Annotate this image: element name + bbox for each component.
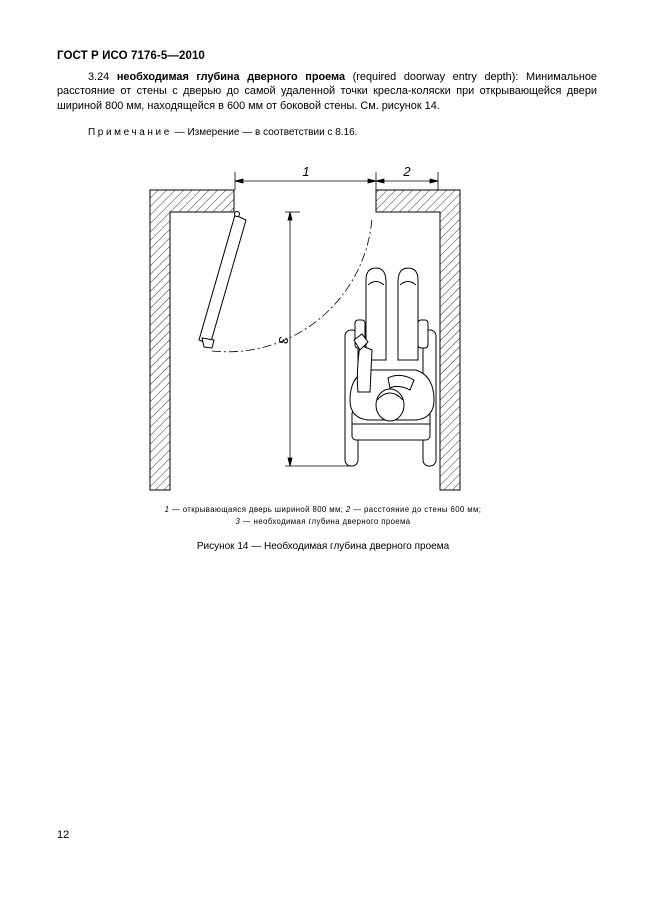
doorway-figure [140, 160, 470, 505]
legend-line-2 [0, 516, 646, 528]
dimension-3-label: 3 [276, 336, 291, 344]
legend-number-2: 2 [345, 505, 351, 514]
note-text: — Измерение — в соответствии с 8.16. [174, 127, 358, 138]
legend-text-2: — расстояние до стены 600 мм; [350, 505, 482, 514]
dimension-2-label: 2 [403, 164, 411, 179]
definition-paragraph [57, 70, 597, 113]
left-wall [150, 190, 234, 490]
legend-text-1: — открывающаяся дверь шириной 800 мм; [169, 505, 344, 514]
note-label: Примечание [88, 127, 172, 138]
figure-legend [0, 504, 646, 527]
figure-caption: Рисунок 14 — Необходимая глубина дверного проема [196, 541, 450, 552]
definition-number: 3.24 [88, 71, 110, 83]
dimension-3 [285, 212, 350, 466]
doorway-diagram [140, 160, 470, 500]
document-header: ГОСТ Р ИСО 7176-5—2010 [57, 50, 205, 62]
definition-term: необходимая глубина дверного проема [116, 71, 346, 83]
note [88, 127, 357, 138]
door-leaf [199, 212, 246, 349]
definition-english: (required doorway entry depth): [352, 71, 519, 83]
dimension-1-label: 1 [302, 164, 310, 179]
page-number: 12 [57, 829, 70, 841]
definition-body: Минимальное расстояние от стены с дверью до самой удаленной точки кресла-коляски при открывающейся двери шириной 800 мм, находящейся в 600 мм от боковой стены. См. рисунок 14. [57, 71, 597, 112]
legend-line-1 [0, 504, 646, 516]
wheelchair-figure [345, 268, 436, 466]
legend-number-3: 3 [235, 516, 241, 526]
legend-text-3: — необходимая глубина дверного проема [240, 516, 411, 526]
legend-number-1: 1 [164, 505, 170, 514]
